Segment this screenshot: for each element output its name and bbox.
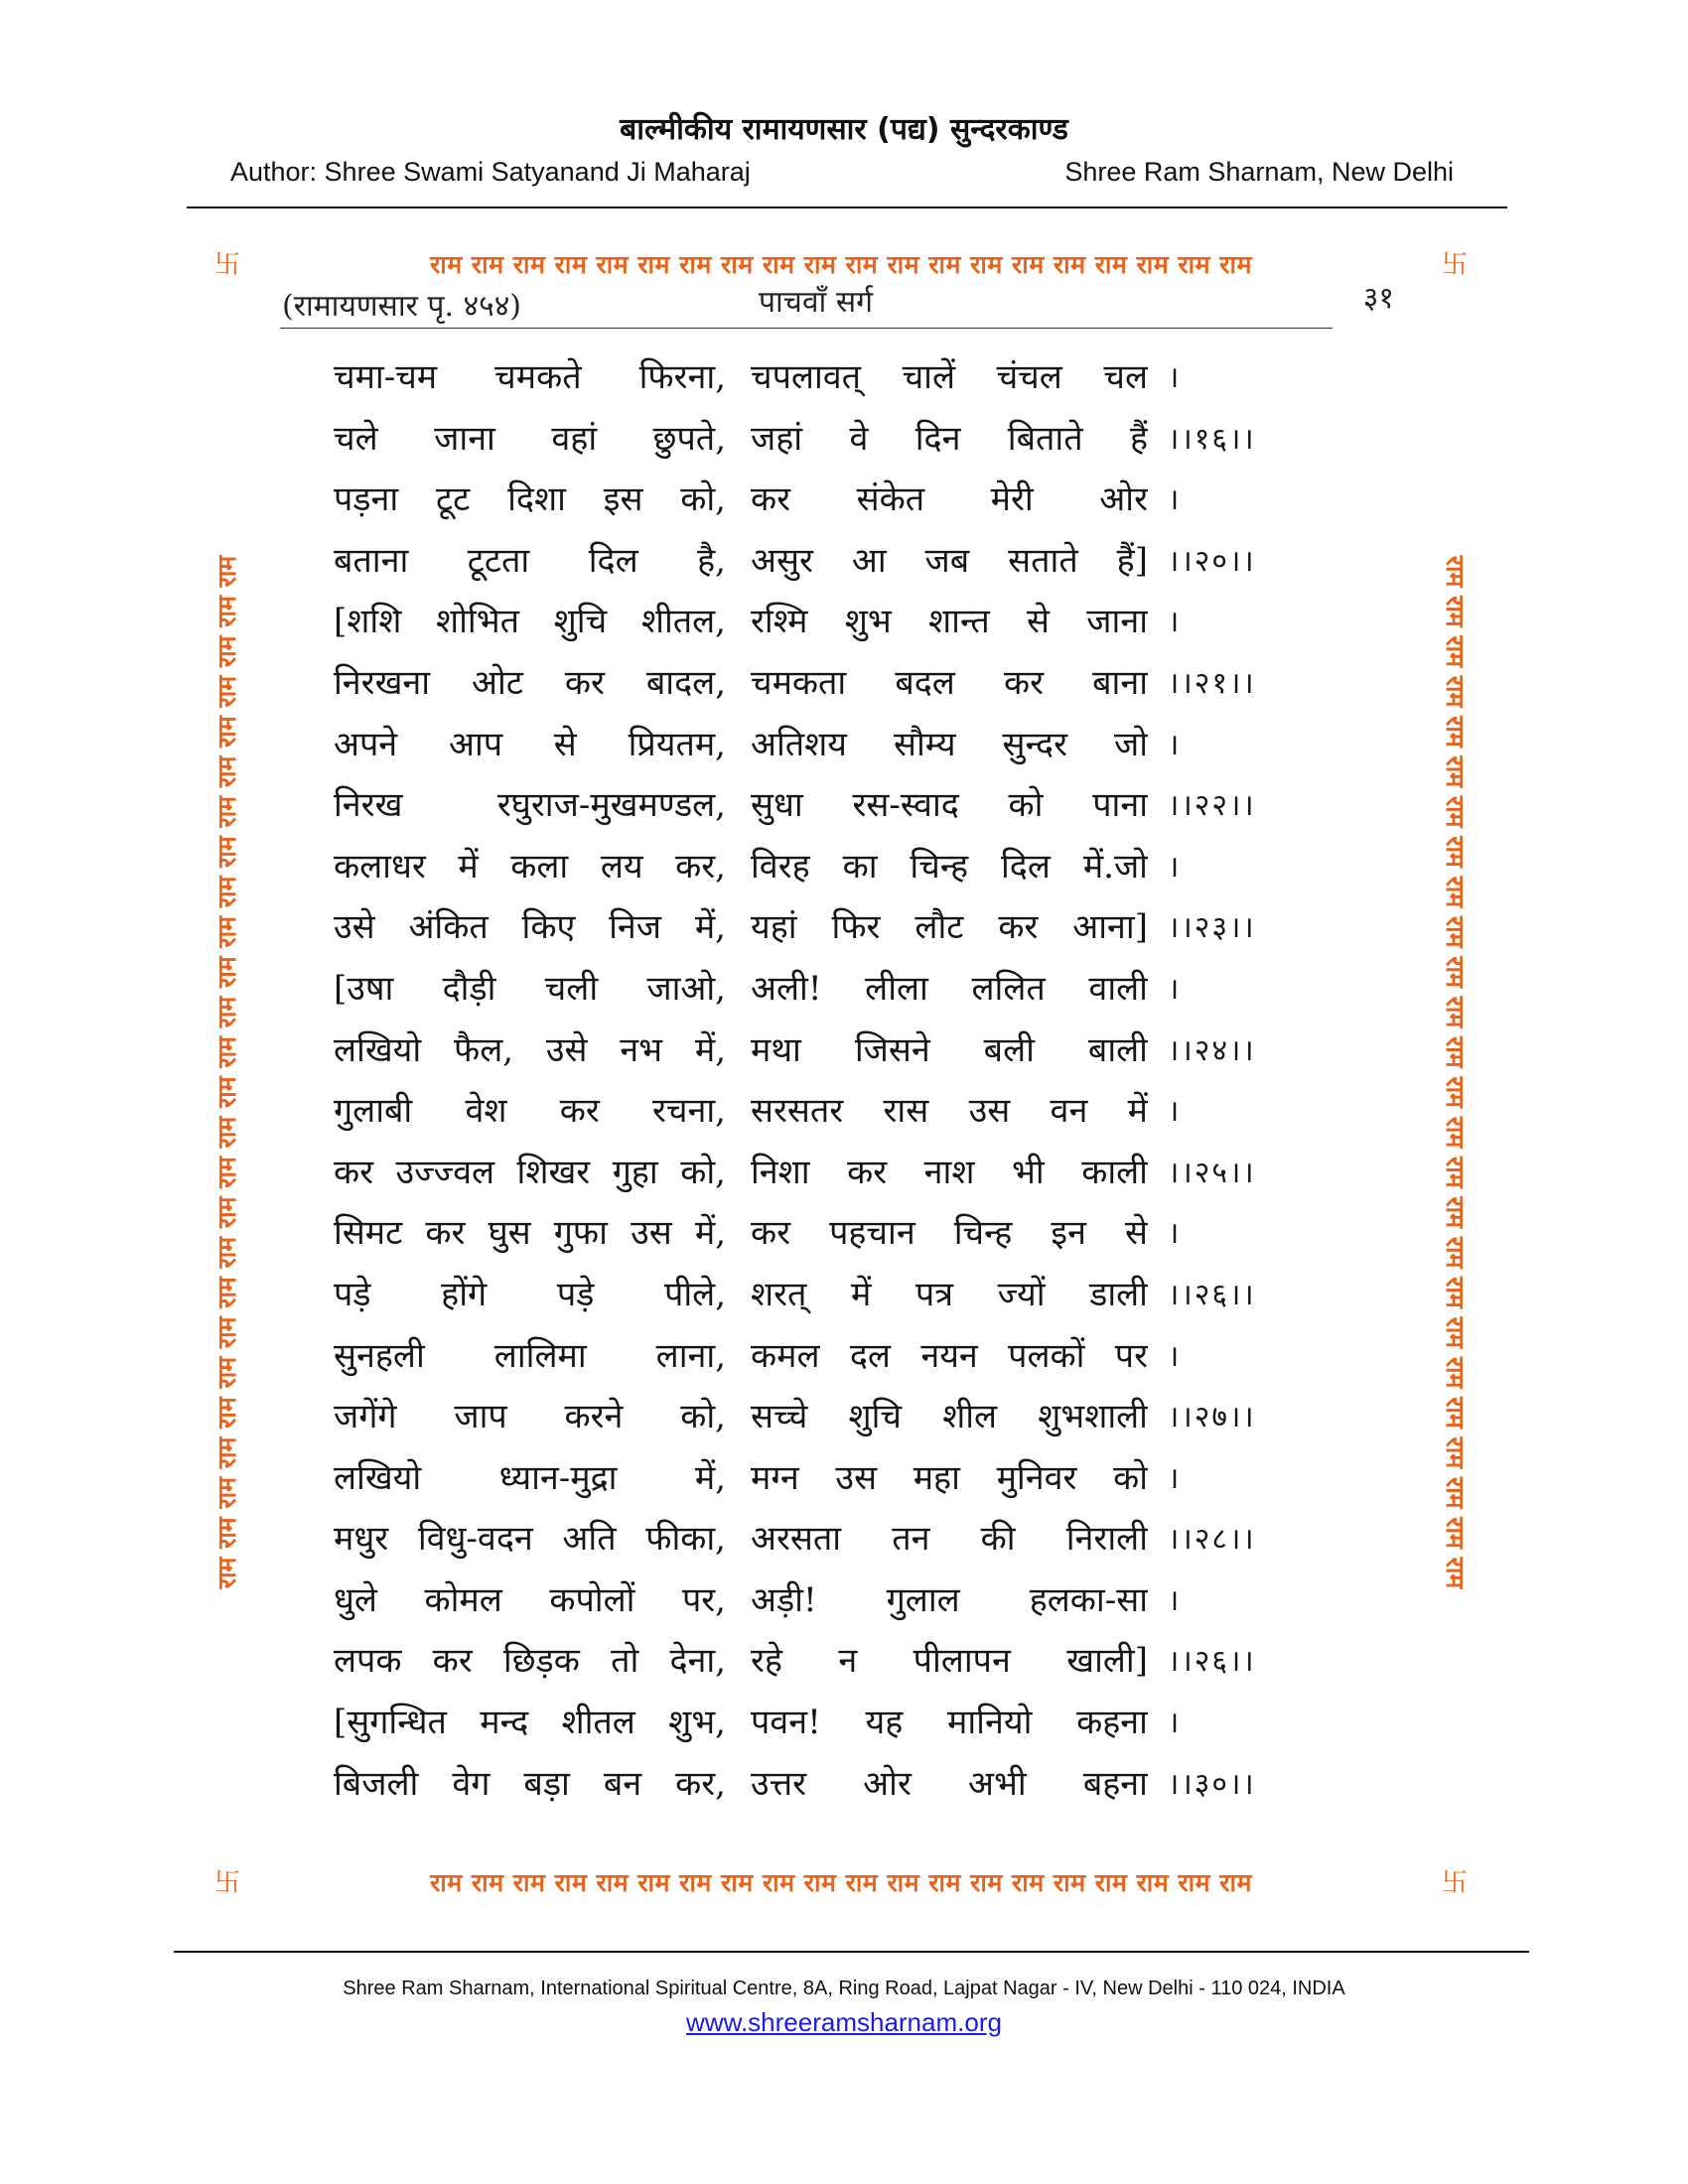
swastika-corner-bottom-left-icon: 卐 <box>213 1868 240 1898</box>
verse-number-mark: ।।२०।। <box>1168 543 1256 579</box>
verse-first-half: गुलाबी वेश कर रचना, <box>334 1091 726 1132</box>
verse-first-half: चले जाना वहां छुपते, <box>334 418 726 459</box>
verse-second-half: अरसता तन की निराली <box>751 1519 1148 1560</box>
verse-first-half: जगेंगे जाप करने को, <box>334 1397 726 1437</box>
verse-first-half: सुनहली लालिमा लाना, <box>334 1335 726 1376</box>
verse-second-half: शरत् में पत्र ज्यों डाली <box>751 1274 1148 1314</box>
verse-number-mark: । <box>1168 1338 1182 1374</box>
header-divider <box>187 206 1507 208</box>
verse-first-half: सिमट कर घुस गुफा उस में, <box>334 1213 726 1254</box>
verse-line <box>334 1509 1406 1570</box>
verse-first-half: कर उज्ज्वल शिखर गुहा को, <box>334 1152 726 1192</box>
swastika-corner-bottom-right-icon: 卐 <box>1441 1868 1468 1898</box>
verse-line <box>334 409 1406 471</box>
verse-number-mark: ।।२५।। <box>1168 1155 1256 1190</box>
verse-first-half: लखियो ध्यान-मुद्रा में, <box>334 1457 726 1498</box>
verse-second-half: विरह का चिन्ह दिल में.जो <box>751 846 1148 887</box>
verse-second-half: अली! लीला ललित वाली <box>751 968 1148 1009</box>
chapter-title: पाचवाँ सर्ग <box>759 285 874 320</box>
verse-line <box>334 1693 1406 1754</box>
verse-second-half: सच्चे शुचि शील शुभशाली <box>751 1397 1148 1437</box>
author-line: Author: Shree Swami Satyanand Ji Maharaj <box>230 157 751 187</box>
ram-border-right <box>1438 278 1472 1866</box>
verse-number-mark: । <box>1168 1094 1182 1130</box>
ram-border-right-text: राम राम राम राम राम राम राम राम राम राम राम राम राम राम राम राम राम राम राम राम राम राम राम राम राम राम <box>1441 555 1470 1589</box>
verse-line <box>334 1203 1406 1265</box>
verse-second-half: मग्न उस महा मुनिवर को <box>751 1457 1148 1498</box>
verse-second-half: सरसतर रास उस वन में <box>751 1091 1148 1132</box>
swastika-corner-top-right-icon: 卐 <box>1441 250 1468 280</box>
verse-number-mark: ।।२६।। <box>1168 1644 1256 1680</box>
verse-number-mark: । <box>1168 1706 1182 1741</box>
verse-second-half: यहां फिर लौट कर आना] <box>751 907 1148 948</box>
verse-second-half: अतिशय सौम्य सुन्दर जो <box>751 724 1148 764</box>
verse-second-half: निशा कर नाश भी काली <box>751 1152 1148 1192</box>
verse-first-half: [उषा दौड़ी चली जाओ, <box>334 968 726 1009</box>
verse-line <box>334 1326 1406 1388</box>
verse-line <box>334 592 1406 653</box>
verse-first-half: निरख रघुराज-मुखमण्डल, <box>334 785 726 826</box>
verse-second-half: असुर आ जब सताते हैं] <box>751 540 1148 581</box>
verse-line <box>334 1021 1406 1082</box>
verse-second-half: चपलावत् चालें चंचल चल <box>751 357 1148 397</box>
verse-line <box>334 1448 1406 1510</box>
verse-number-mark: ।।१६।। <box>1168 421 1256 457</box>
verse-line <box>334 470 1406 531</box>
verse-first-half: लपक कर छिड़क तो देना, <box>334 1641 726 1682</box>
verse-first-half: कलाधर में कला लय कर, <box>334 846 726 887</box>
verse-second-half: सुधा रस-स्वाद को पाना <box>751 785 1148 826</box>
verse-number-mark: ।।२१।। <box>1168 665 1256 701</box>
publisher-line: Shree Ram Sharnam, New Delhi <box>1064 157 1454 187</box>
verse-first-half: बताना टूटता दिल है, <box>334 540 726 581</box>
verse-line <box>334 775 1406 837</box>
verse-number-mark: । <box>1168 482 1182 518</box>
verse-number-mark: ।।२२।। <box>1168 788 1256 824</box>
verse-list <box>334 347 1406 1815</box>
verse-number-mark: ।।३०।। <box>1168 1766 1256 1802</box>
verse-number-mark: । <box>1168 605 1182 640</box>
scripture-page-frame <box>211 248 1472 1901</box>
swastika-corner-top-left-icon: 卐 <box>213 250 240 280</box>
verse-second-half: कमल दल नयन पलकों पर <box>751 1335 1148 1376</box>
verse-line <box>334 1754 1406 1816</box>
verse-second-half: कर पहचान चिन्ह इन से <box>751 1213 1148 1254</box>
verse-line <box>334 1143 1406 1204</box>
verse-number-mark: ।।२४।। <box>1168 1032 1256 1068</box>
source-reference: (रामायणसार पृ. ४५४) <box>282 289 522 324</box>
verse-first-half: बिजली वेग बड़ा बन कर, <box>334 1763 726 1804</box>
verse-line <box>334 1387 1406 1448</box>
footer-divider <box>174 1951 1529 1953</box>
verse-line <box>334 837 1406 898</box>
ram-border-bottom: राम राम राम राम राम राम राम राम राम राम राम राम राम राम राम राम राम राम राम राम <box>430 1868 1252 1897</box>
verse-second-half: जहां वे दिन बिताते हैं <box>751 418 1148 459</box>
verse-line <box>334 531 1406 593</box>
document-title: बाल्मीकीय रामायणसार (पद्य) सुन्दरकाण्ड <box>620 112 1068 147</box>
verse-second-half: उत्तर ओर अभी बहना <box>751 1763 1148 1804</box>
verse-line <box>334 1631 1406 1693</box>
verse-first-half: निरखना ओट कर बादल, <box>334 662 726 703</box>
verse-line <box>334 653 1406 715</box>
ram-border-left <box>211 278 244 1866</box>
chapter-divider <box>280 328 1333 329</box>
verse-number-mark: । <box>1168 1460 1182 1496</box>
verse-first-half: अपने आप से प्रियतम, <box>334 724 726 764</box>
verse-second-half: मथा जिसने बली बाली <box>751 1029 1148 1070</box>
chapter-header <box>282 281 1394 328</box>
verse-number-mark: ।।२३।। <box>1168 910 1256 946</box>
verse-line <box>334 1265 1406 1326</box>
verse-number-mark: ।।२७।। <box>1168 1400 1256 1435</box>
verse-line <box>334 1570 1406 1632</box>
verse-second-half: रहे न पीलापन खाली] <box>751 1641 1148 1682</box>
verse-number-mark: ।।२६।। <box>1168 1277 1256 1312</box>
verse-line <box>334 897 1406 959</box>
verse-first-half: धुले कोमल कपोलों पर, <box>334 1579 726 1620</box>
verse-first-half: [शशि शोभित शुचि शीतल, <box>334 602 726 642</box>
verse-line <box>334 959 1406 1021</box>
verse-number-mark: । <box>1168 849 1182 885</box>
verse-second-half: रश्मि शुभ शान्त से जाना <box>751 602 1148 642</box>
footer-address: Shree Ram Sharnam, International Spiritual Centre, 8A, Ring Road, Lajpat Nagar - IV, New Delhi - 110 024, INDIA <box>343 1978 1345 1999</box>
verse-number-mark: । <box>1168 360 1182 395</box>
verse-second-half: कर संकेत मेरी ओर <box>751 479 1148 520</box>
ram-border-left-text: राम राम राम राम राम राम राम राम राम राम राम राम राम राम राम राम राम राम राम राम राम राम राम राम राम राम <box>212 555 241 1589</box>
verse-first-half: उसे अंकित किए निज में, <box>334 907 726 948</box>
page-number: ३१ <box>1362 281 1394 316</box>
verse-line <box>334 1081 1406 1143</box>
verse-first-half: लखियो फैल, उसे नभ में, <box>334 1029 726 1070</box>
verse-number-mark: । <box>1168 727 1182 762</box>
verse-second-half: चमकता बदल कर बाना <box>751 662 1148 703</box>
website-link[interactable]: www.shreeramsharnam.org <box>686 2007 1002 2037</box>
verse-first-half: [सुगन्धित मन्द शीतल शुभ, <box>334 1703 726 1743</box>
verse-second-half: पवन! यह मानियो कहना <box>751 1703 1148 1743</box>
verse-number-mark: । <box>1168 1582 1182 1618</box>
verse-first-half: पड़ना टूट दिशा इस को, <box>334 479 726 520</box>
verse-number-mark: । <box>1168 1216 1182 1252</box>
verse-first-half: चमा-चम चमकते फिरना, <box>334 357 726 397</box>
verse-second-half: अड़ी! गुलाल हलका-सा <box>751 1579 1148 1620</box>
verse-line <box>334 715 1406 776</box>
verse-number-mark: । <box>1168 971 1182 1007</box>
verse-first-half: पड़े होंगे पड़े पीले, <box>334 1274 726 1314</box>
verse-line <box>334 347 1406 409</box>
verse-number-mark: ।।२८।। <box>1168 1522 1256 1558</box>
verse-first-half: मधुर विधु-वदन अति फीका, <box>334 1519 726 1560</box>
ram-border-top: राम राम राम राम राम राम राम राम राम राम राम राम राम राम राम राम राम राम राम राम <box>430 250 1252 279</box>
